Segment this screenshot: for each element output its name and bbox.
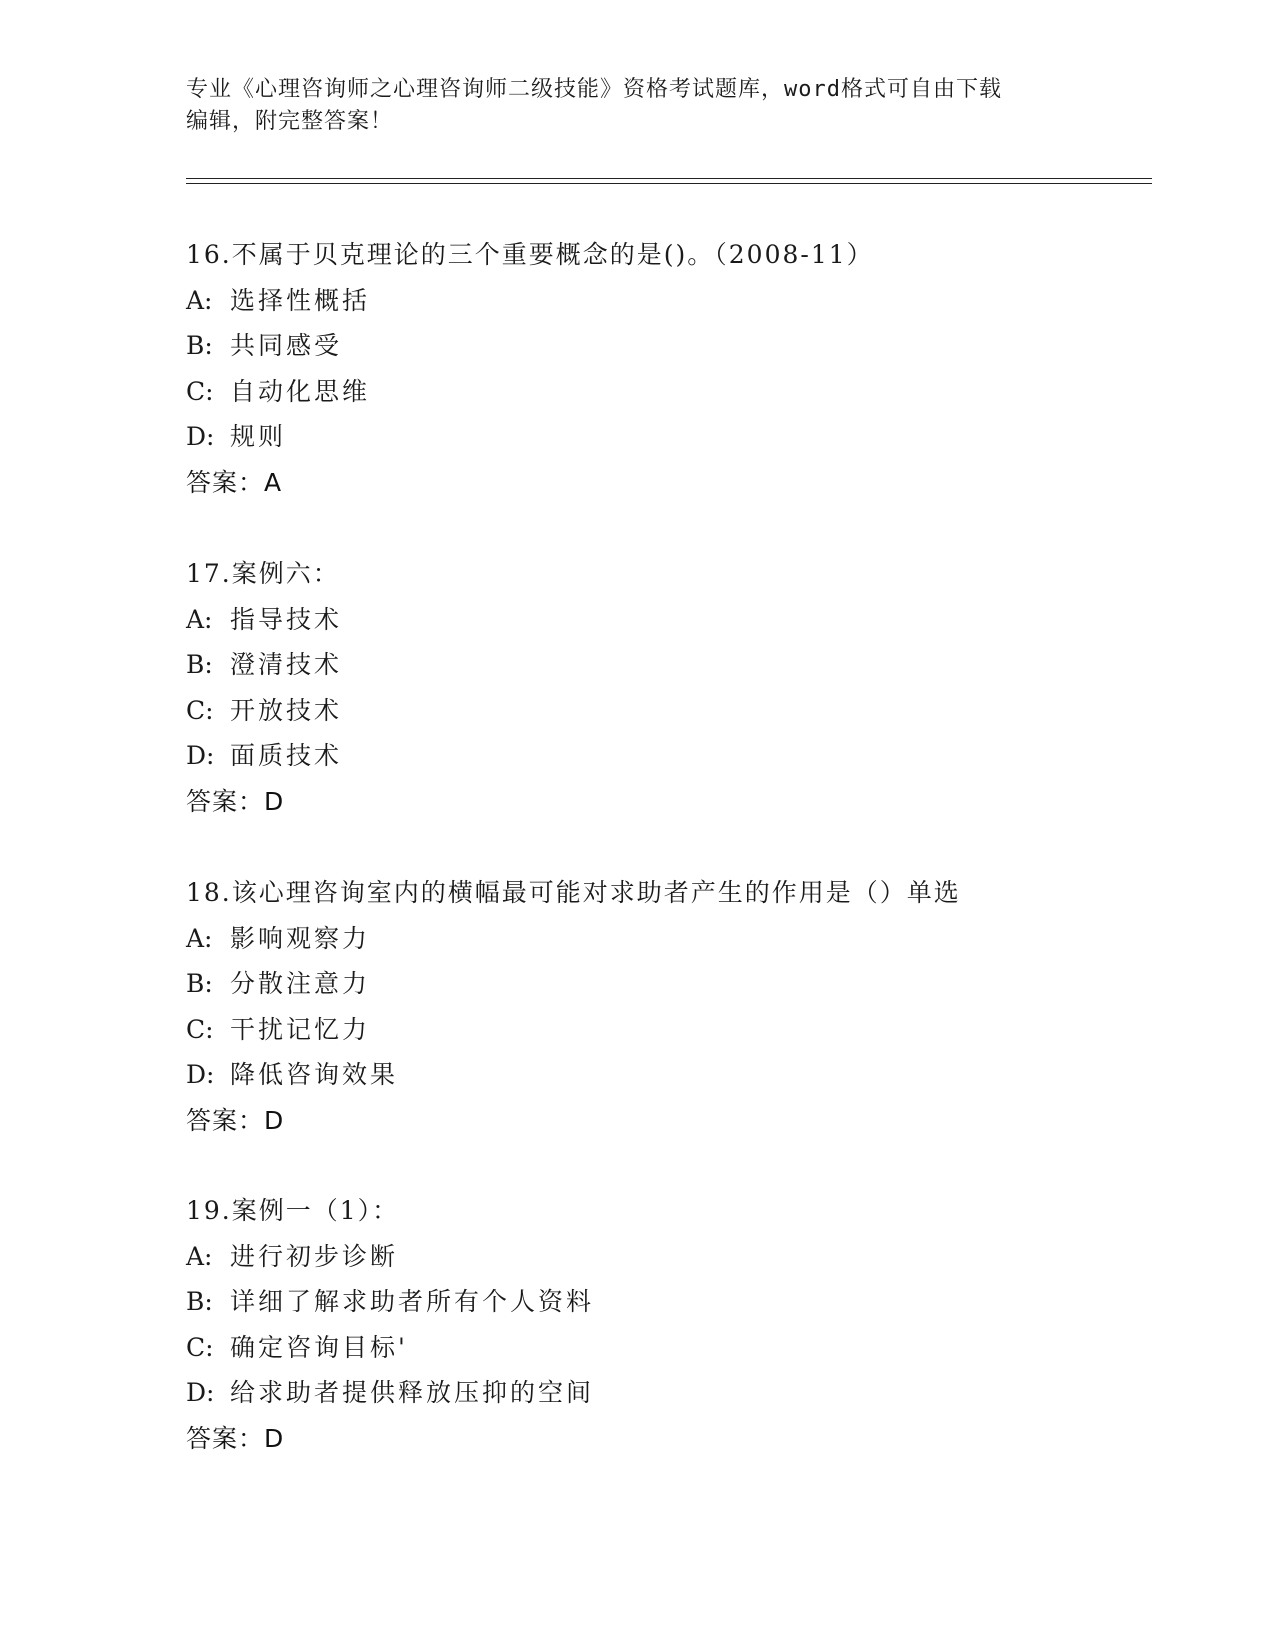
option-text: 降低咨询效果 [230, 1060, 399, 1089]
question-18 [186, 870, 1166, 1143]
option-key: B: [186, 1287, 213, 1316]
question-stem: 19.案例一（1）： [186, 1196, 400, 1225]
question-16 [186, 232, 1166, 505]
option-a [186, 278, 1166, 324]
answer-line: 答案：D [186, 786, 285, 816]
option-d [186, 414, 1166, 460]
option-text: 干扰记忆力 [230, 1014, 371, 1044]
option-d [186, 733, 1166, 779]
header-line-1: 专业《心理咨询师之心理咨询师二级技能》资格考试题库，word格式可自由下载 [186, 77, 1002, 102]
option-key: B: [186, 969, 213, 998]
option-b [186, 642, 1166, 688]
question-19 [186, 1188, 1166, 1461]
option-b [186, 323, 1166, 369]
option-key: B: [186, 650, 213, 679]
option-c [186, 369, 1166, 415]
option-text: 详细了解求助者所有个人资料 [230, 1287, 595, 1316]
option-text: 选择性概括 [230, 285, 371, 315]
header-divider-top [186, 178, 1152, 179]
option-d [186, 1052, 1166, 1098]
option-c [186, 688, 1166, 734]
option-key: D: [186, 1060, 215, 1089]
option-key: A: [186, 1241, 213, 1271]
option-key: D: [186, 422, 215, 451]
option-text: 进行初步诊断 [230, 1241, 399, 1271]
question-stem: 16.不属于贝克理论的三个重要概念的是()。（2008-11） [186, 240, 874, 269]
option-text: 给求助者提供释放压抑的空间 [230, 1378, 595, 1407]
option-key: C: [186, 376, 214, 406]
answer-line: 答案：D [186, 1423, 285, 1453]
question-stem: 17.案例六： [186, 559, 340, 588]
option-a [186, 1234, 1166, 1280]
option-key: B: [186, 331, 213, 360]
question-stem: 18.该心理咨询室内的横幅最可能对求助者产生的作用是（）单选 [186, 878, 961, 907]
option-d [186, 1370, 1166, 1416]
option-a [186, 597, 1166, 643]
option-text: 规则 [230, 422, 287, 451]
option-text: 开放技术 [230, 695, 343, 725]
option-text: 指导技术 [230, 604, 343, 634]
option-text: 澄清技术 [230, 650, 343, 679]
option-key: D: [186, 1378, 215, 1407]
option-key: C: [186, 1014, 214, 1044]
option-key: A: [186, 604, 213, 634]
option-key: A: [186, 285, 213, 315]
document-header [186, 74, 1086, 138]
option-key: A: [186, 923, 213, 953]
option-c [186, 1007, 1166, 1053]
option-b [186, 1279, 1166, 1325]
option-c [186, 1325, 1166, 1371]
option-text: 确定咨询目标' [230, 1332, 408, 1362]
answer-line: 答案：D [186, 1105, 285, 1135]
header-divider-bottom [186, 183, 1152, 184]
option-text: 共同感受 [230, 331, 343, 360]
option-key: C: [186, 1332, 214, 1362]
option-text: 自动化思维 [230, 376, 371, 406]
option-key: D: [186, 741, 215, 770]
option-a [186, 916, 1166, 962]
option-text: 面质技术 [230, 741, 343, 770]
header-line-2: 编辑，附完整答案！ [186, 109, 394, 134]
answer-line: 答案：A [186, 467, 283, 497]
question-17 [186, 551, 1166, 824]
option-text: 影响观察力 [230, 923, 371, 953]
option-b [186, 961, 1166, 1007]
option-text: 分散注意力 [230, 969, 371, 998]
option-key: C: [186, 695, 214, 725]
